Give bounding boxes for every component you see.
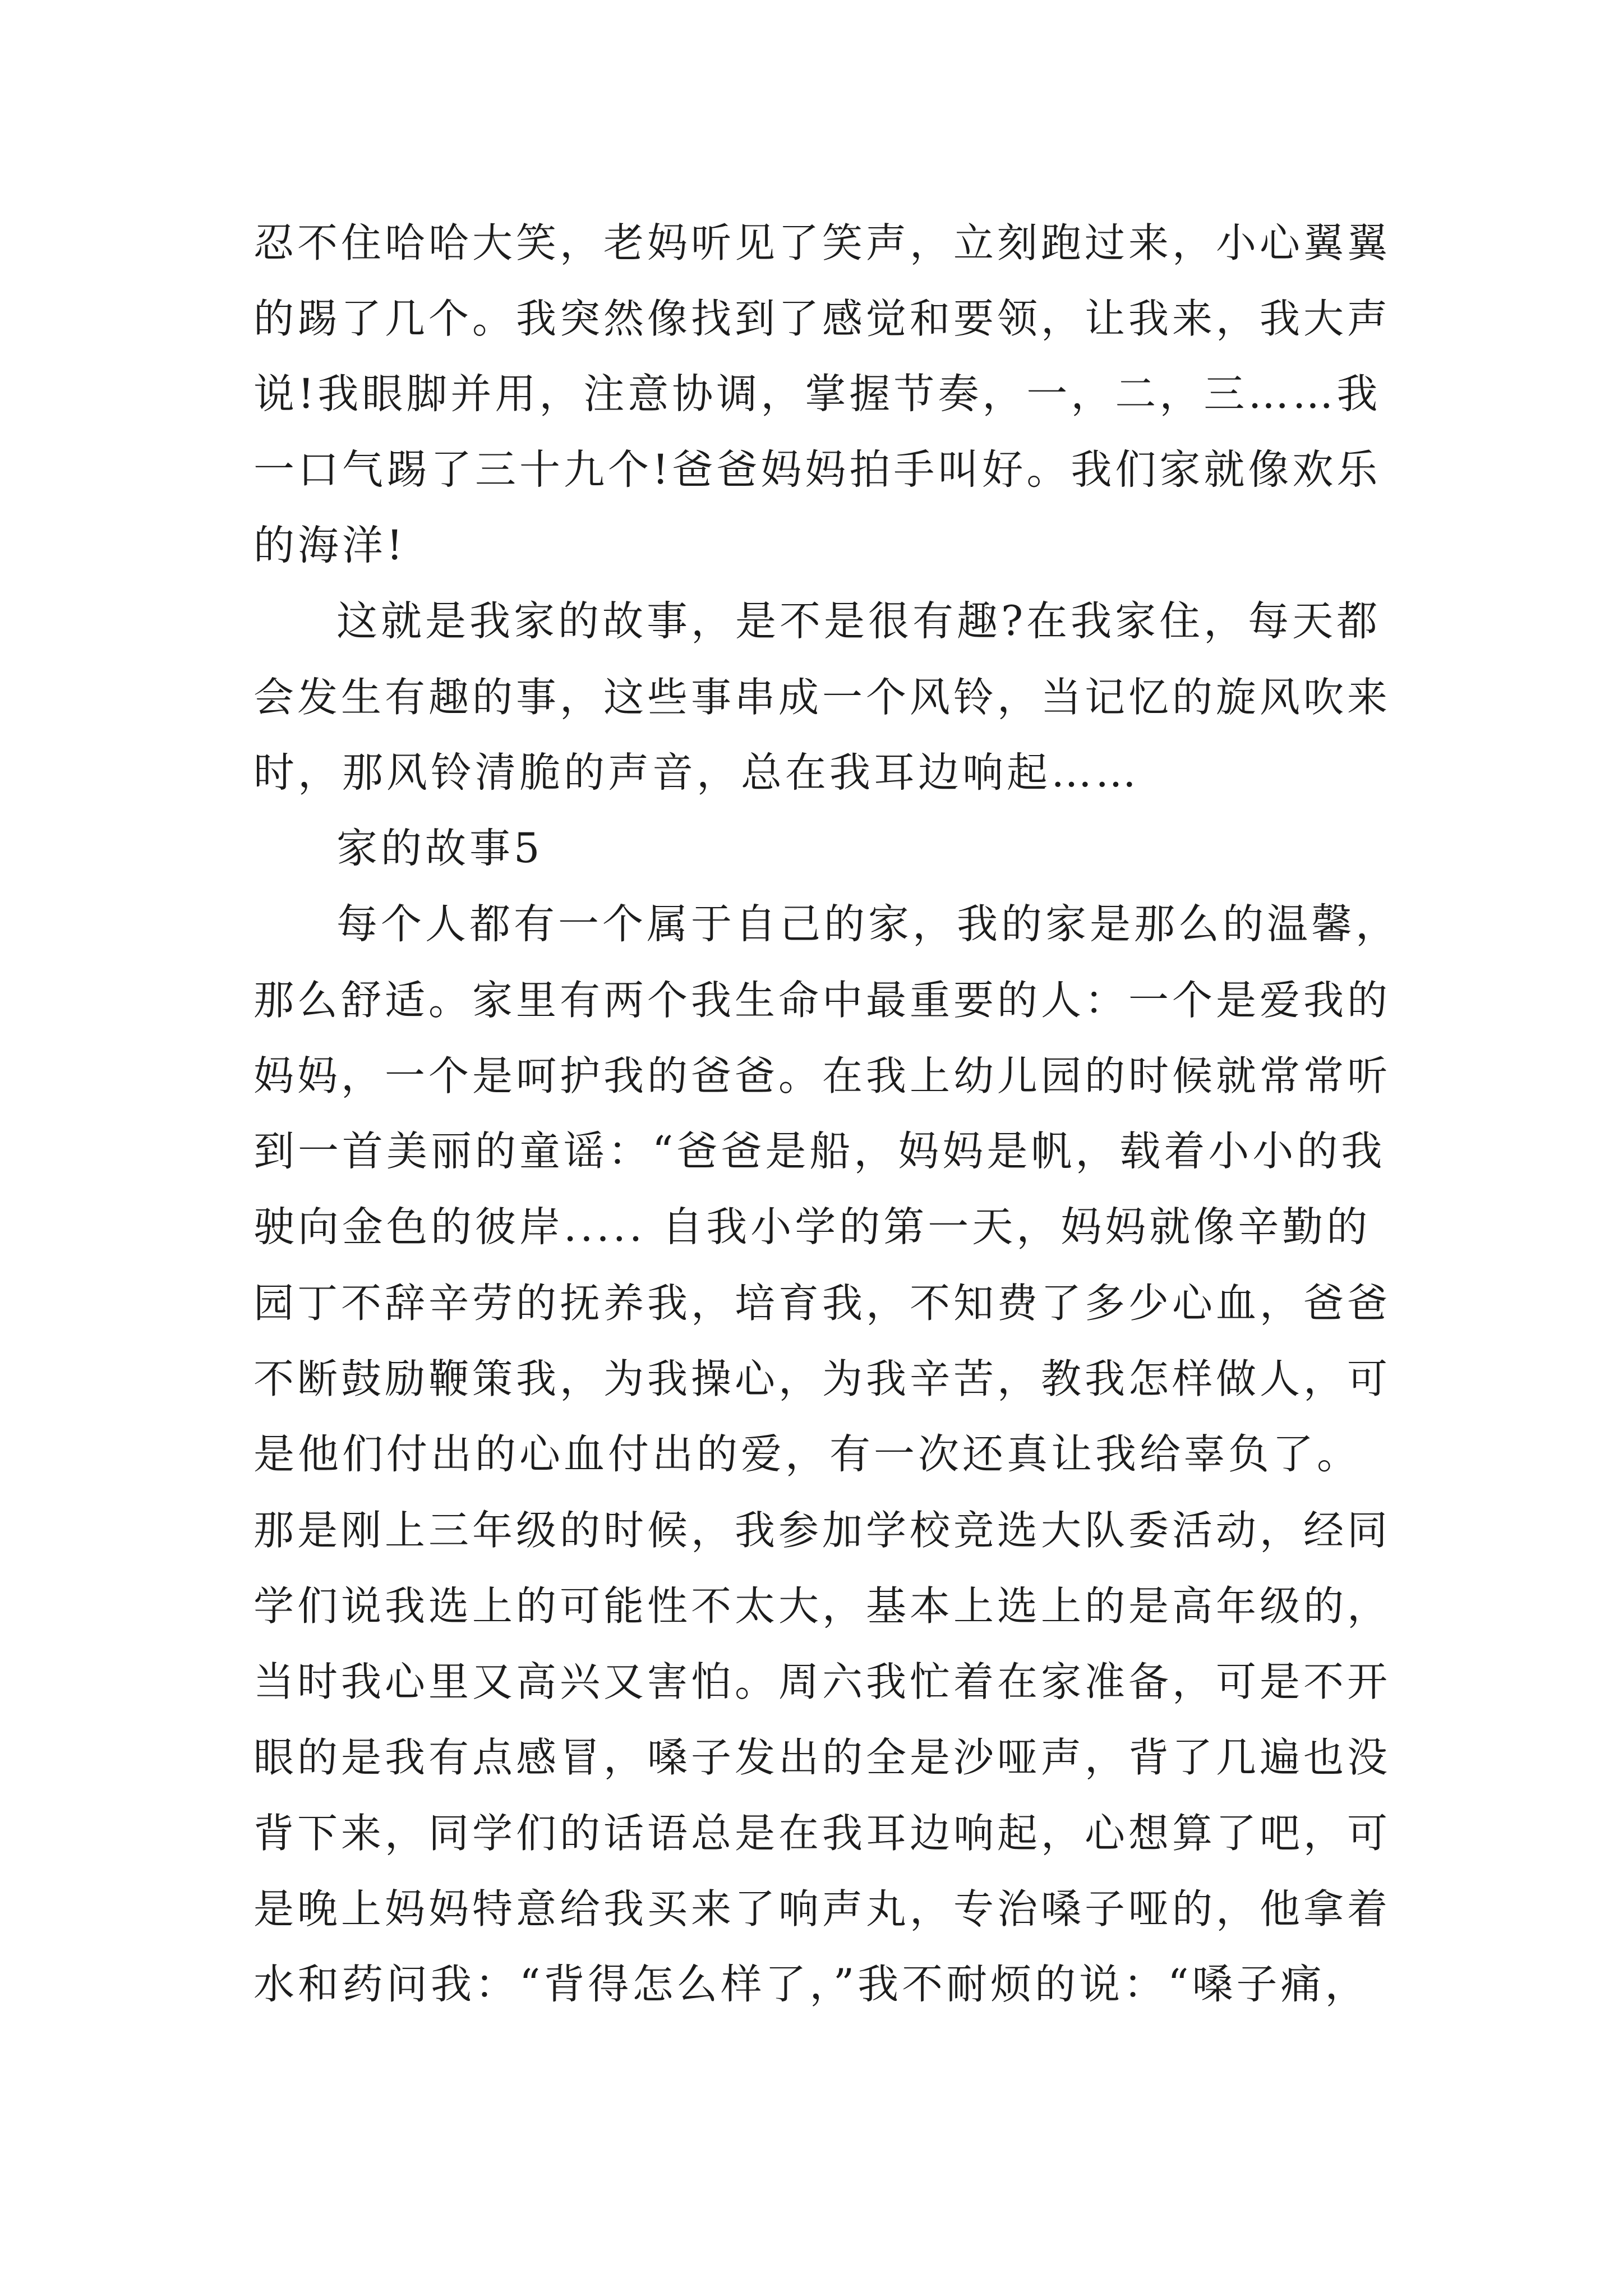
text-line: 这就是我家的故事，是不是很有趣?在我家住，每天都: [336, 597, 1381, 645]
text-line: 说!我眼脚并用，注意协调，掌握节奏，一，二，三……我: [253, 370, 1381, 418]
text-line: 是晚上妈妈特意给我买来了响声丸，专治嗓子哑的，他拿着: [253, 1885, 1391, 1932]
text-line: 园丁不辞辛劳的抚养我，培育我，不知费了多少心血，爸爸: [253, 1280, 1391, 1327]
text-line: 那是刚上三年级的时候，我参加学校竞选大队委活动，经同: [253, 1507, 1391, 1554]
section-heading: 家的故事5: [336, 825, 543, 872]
text-line: 背下来，同学们的话语总是在我耳边响起，心想算了吧，可: [253, 1810, 1391, 1857]
text-line: 的踢了几个。我突然像找到了感觉和要领，让我来，我大声: [253, 295, 1391, 342]
text-line: 眼的是我有点感冒，嗓子发出的全是沙哑声，背了几遍也没: [253, 1734, 1391, 1781]
text-line: 水和药问我：“背得怎么样了，”我不耐烦的说：“嗓子痛，: [253, 1961, 1370, 2008]
text-line: 学们说我选上的可能性不太大，基本上选上的是高年级的，: [253, 1582, 1391, 1630]
text-line: 的海洋!: [253, 522, 407, 569]
text-line: 驶向金色的彼岸..... 自我小学的第一天，妈妈就像辛勤的: [253, 1203, 1371, 1251]
text-line: 到一首美丽的童谣：“爸爸是船，妈妈是帆，载着小小的我: [253, 1128, 1386, 1175]
text-line: 是他们付出的心血付出的爱，有一次还真让我给辜负了。: [253, 1430, 1361, 1478]
text-line: 一口气踢了三十九个!爸爸妈妈拍手叫好。我们家就像欢乐: [253, 446, 1381, 494]
text-line: 每个人都有一个属于自己的家，我的家是那么的温馨，: [336, 900, 1400, 948]
text-line: 不断鼓励鞭策我，为我操心，为我辛苦，教我怎样做人，可: [253, 1355, 1391, 1402]
text-line: 那么舒适。家里有两个我生命中最重要的人：一个是爱我的: [253, 977, 1391, 1024]
text-line: 时，那风铃清脆的声音，总在我耳边响起……: [253, 749, 1140, 797]
text-line: 会发生有趣的事，这些事串成一个风铃，当记忆的旋风吹来: [253, 674, 1391, 721]
text-line: 忍不住哈哈大笑，老妈听见了笑声，立刻跑过来，小心翼翼: [253, 219, 1391, 266]
text-line: 当时我心里又高兴又害怕。周六我忙着在家准备，可是不开: [253, 1658, 1391, 1705]
text-line: 妈妈，一个是呵护我的爸爸。在我上幼儿园的时候就常常听: [253, 1052, 1391, 1099]
